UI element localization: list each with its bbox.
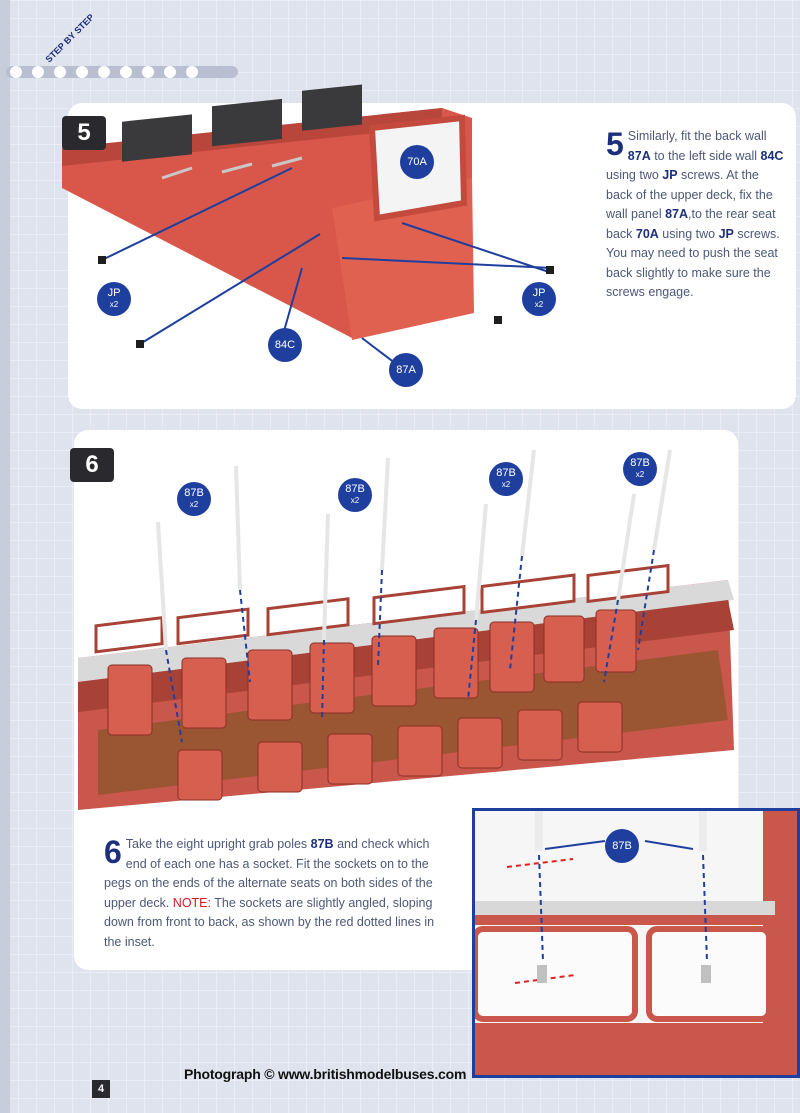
inset-87b-badge: 87B (605, 829, 639, 863)
part-84c-badge: 84C (268, 328, 302, 362)
step-6-inset (472, 808, 800, 1078)
progress-dots (6, 66, 238, 78)
part-87b-badge-3: 87B x2 (489, 462, 523, 496)
part-70a-badge: 70A (400, 145, 434, 179)
step-5-instructions: 5 Similarly, fit the back wall 87A to the left side wall 84C using two JP screws. At the back of the upper deck, fix the wall panel 87A,to the rear seat back 70A using two JP screws. You may need to push the seat back slightly to make sure the screws engage. (606, 126, 784, 299)
part-87b-badge-4: 87B x2 (623, 452, 657, 486)
step-5-number: 5 (62, 116, 106, 150)
part-87b-badge-2: 87B x2 (338, 478, 372, 512)
page-edge (0, 0, 10, 1113)
step-6-number: 6 (70, 448, 114, 482)
page-number: 4 (92, 1080, 110, 1098)
step-6-instructions: 6 Take the eight upright grab poles 87B and check which end of each one has a socket. Fit the sockets on to the pegs on the ends of the alternate seats on both sides of the upper deck. NOTE: The sockets are slightly angled, sloping down from front to back, as shown by the red dotted lines in the inset. (104, 834, 435, 949)
step-by-step-label: STEP BY STEP (43, 11, 96, 65)
part-87a-badge: 87A (389, 353, 423, 387)
photo-credit: Photograph © www.britishmodelbuses.com (184, 1066, 467, 1082)
jp-right-badge: JP x2 (522, 282, 556, 316)
step-5-illustration (62, 108, 542, 408)
jp-left-badge: JP x2 (97, 282, 131, 316)
part-87b-badge-1: 87B x2 (177, 482, 211, 516)
